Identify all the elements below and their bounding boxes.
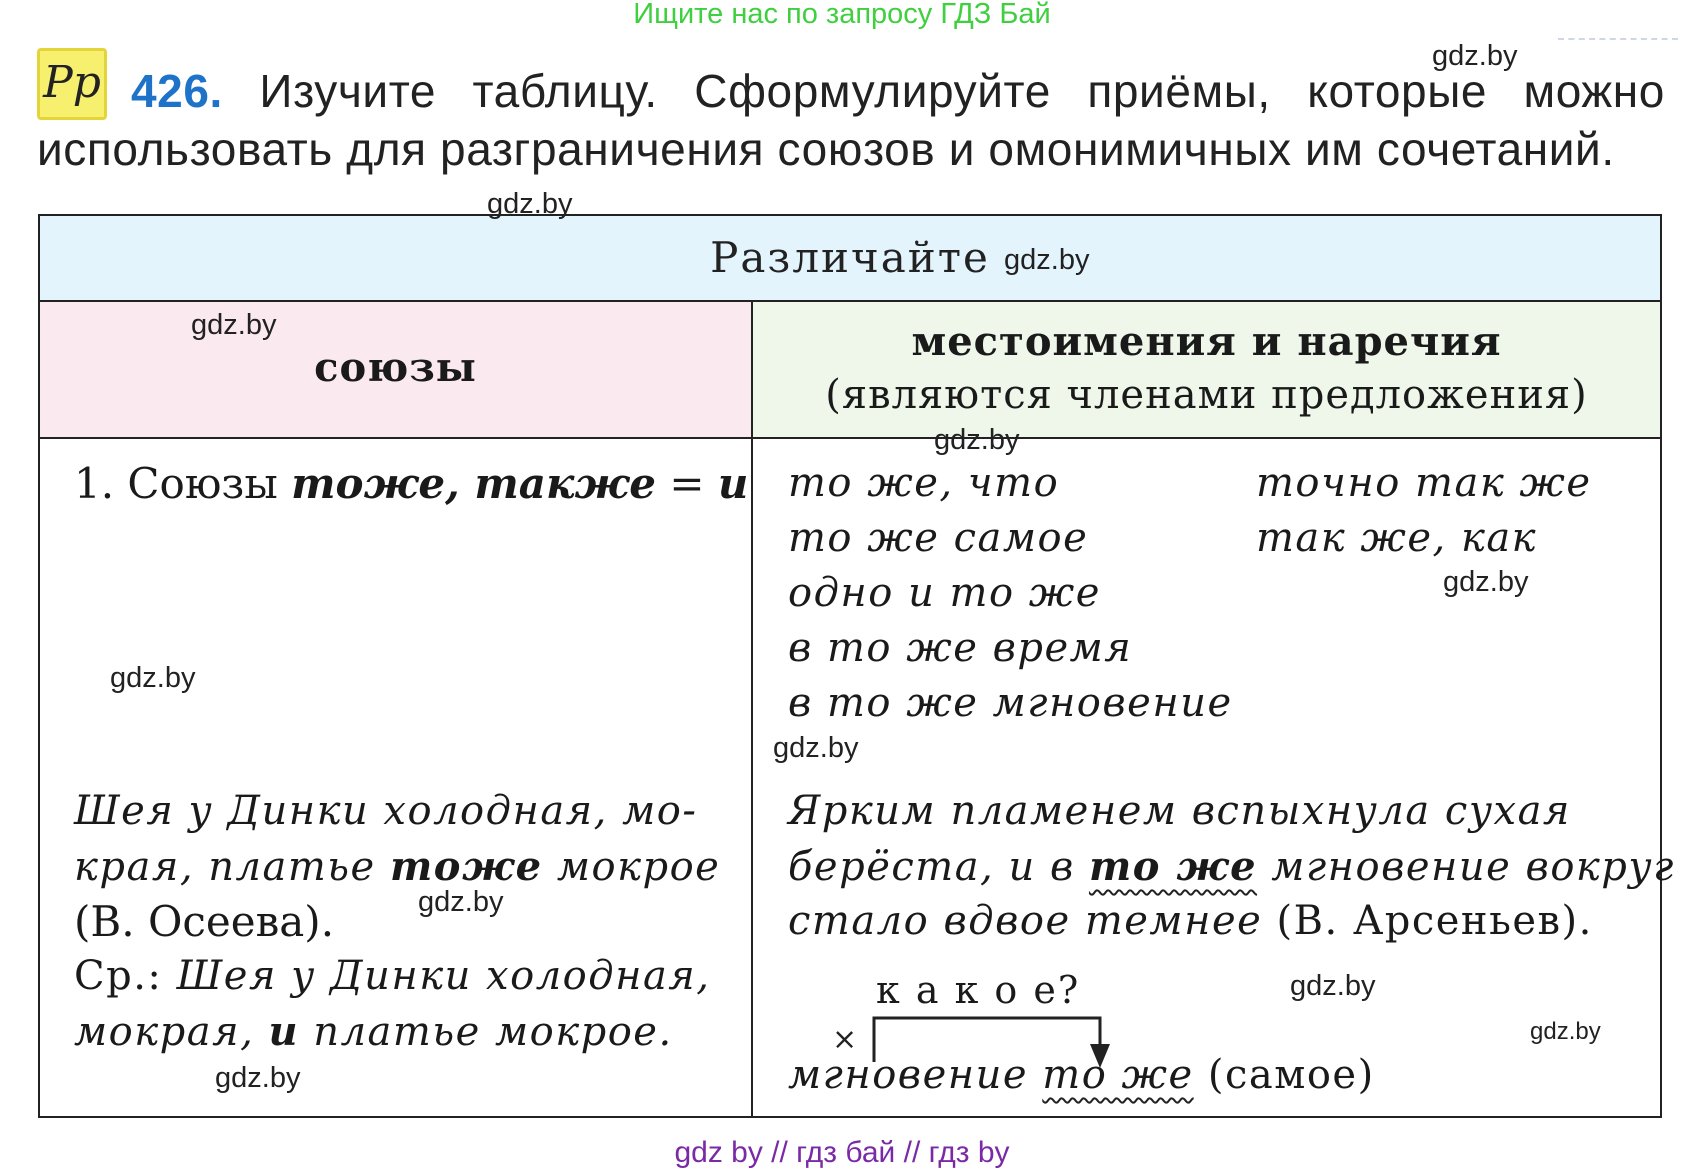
- left-example-line: мокрая, и платье мокрое.: [74, 1008, 673, 1055]
- watermark: gdz.by: [1530, 1018, 1601, 1045]
- table-border-header: [38, 437, 1662, 439]
- highlighted-conjunction: и: [268, 1008, 300, 1055]
- watermark: gdz.by: [773, 732, 859, 764]
- watermark: gdz.by: [934, 424, 1020, 456]
- right-example-line: стало вдвое темнее (В. Арсеньев).: [788, 898, 1593, 944]
- watermark: gdz.by: [110, 662, 196, 694]
- search-banner: Ищите нас по запросу ГДЗ Бай: [633, 0, 1051, 30]
- phrase-list-item: в то же время: [788, 625, 1133, 671]
- left-example-line: Ср.: Шея у Динки холодная,: [74, 953, 711, 999]
- watermark: gdz.by: [487, 188, 573, 220]
- watermark: gdz.by: [1432, 40, 1518, 72]
- task-number: 426.: [131, 65, 223, 117]
- table-column-divider: [751, 300, 753, 1118]
- watermark: gdz.by: [1443, 566, 1529, 598]
- table-title: Различайте: [710, 233, 990, 282]
- rule-text: [74, 456, 748, 511]
- speech-development-badge: Рр: [37, 48, 107, 120]
- diagram-question: к а к о е?: [876, 968, 1081, 1012]
- task-statement: [37, 62, 1665, 178]
- right-example-line: берёста, и в то же мгновение вокруг: [788, 843, 1675, 890]
- phrase-list-item: одно и то же: [788, 570, 1101, 616]
- right-example-line: Ярким пламенем вспыхнула сухая: [788, 788, 1571, 834]
- divider: [1558, 38, 1678, 40]
- left-example-source: (В. Осеева).: [74, 897, 335, 946]
- watermark: gdz.by: [215, 1062, 301, 1094]
- phrase-list-item: точно так же: [1256, 460, 1592, 506]
- phrase-list-item: так же, как: [1256, 515, 1538, 561]
- rule-and: и: [717, 459, 749, 508]
- footer-links[interactable]: gdz by // гдз бай // гдз by: [674, 1136, 1010, 1169]
- diagram-phrase: мгновение то же (самое): [788, 1052, 1375, 1098]
- table-border-right: [1660, 214, 1662, 1118]
- phrase-list-item: то же, что: [788, 460, 1060, 506]
- highlighted-conjunction: тоже: [389, 843, 543, 890]
- left-example-line: Шея у Динки холодная, мо-: [74, 788, 698, 834]
- watermark: gdz.by: [418, 886, 504, 918]
- watermark: gdz.by: [191, 309, 277, 341]
- rule-words: тоже, также: [291, 459, 657, 508]
- watermark: gdz.by: [1290, 970, 1376, 1002]
- watermark: gdz.by: [1004, 244, 1090, 276]
- rule-prefix: 1. Союзы: [74, 459, 292, 508]
- left-header-label: союзы: [314, 344, 477, 391]
- phrase-list-item: в то же мгновение: [788, 680, 1233, 726]
- highlighted-pronoun: то же: [1088, 843, 1258, 890]
- diagram-cross-icon: ×: [832, 1022, 858, 1057]
- table-border-title: [38, 300, 1662, 302]
- task-text: Изучите таблицу. Сформулируйте приёмы, которые можно использовать для разграничения союзов и омонимичных им сочетаний.: [37, 65, 1665, 175]
- table-border-bottom: [38, 1116, 1662, 1118]
- rule-equals: =: [656, 459, 718, 508]
- right-header-label: местоимения и наречия: [911, 318, 1502, 365]
- dependent-word: то же: [1042, 1052, 1194, 1098]
- left-example-line: края, платье тоже мокрое: [74, 843, 721, 890]
- right-header-note: (являются членами предложения): [825, 372, 1588, 418]
- phrase-list-item: то же самое: [788, 515, 1089, 561]
